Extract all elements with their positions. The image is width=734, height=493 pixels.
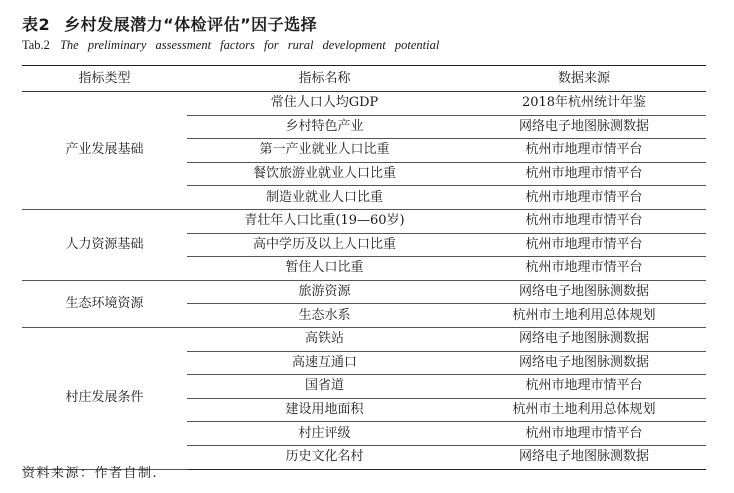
source-cell: 杭州市土地利用总体规划 [462, 304, 706, 328]
table-row [22, 280, 706, 304]
category-cell: 人力资源基础 [22, 209, 187, 280]
table-number: 表2 [22, 15, 51, 34]
table-title-en-text: The preliminary assessment factors for rural development potential [59, 38, 440, 52]
header-indicator: 指标名称 [187, 66, 462, 92]
header-source: 数据来源 [462, 66, 706, 92]
category-cell: 生态环境资源 [22, 280, 187, 327]
table-title-cn [22, 12, 317, 35]
indicator-cell: 国省道 [187, 375, 462, 399]
indicator-cell: 旅游资源 [187, 280, 462, 304]
header-category: 指标类型 [22, 66, 187, 92]
indicator-cell: 制造业就业人口比重 [187, 186, 462, 210]
indicator-cell: 青壮年人口比重(19—60岁) [187, 209, 462, 233]
source-cell: 杭州市土地利用总体规划 [462, 398, 706, 422]
source-cell: 杭州市地理市情平台 [462, 233, 706, 257]
table-row [22, 92, 706, 116]
source-note: 资料来源：作者自制. [22, 466, 159, 481]
indicator-cell: 暂住人口比重 [187, 257, 462, 281]
indicator-cell: 高中学历及以上人口比重 [187, 233, 462, 257]
table-row [22, 327, 706, 351]
factor-table [22, 65, 706, 470]
source-cell: 网络电子地图脉测数据 [462, 445, 706, 469]
source-cell: 杭州市地理市情平台 [462, 257, 706, 281]
table-title-text: 乡村发展潜力“体检评估”因子选择 [64, 15, 318, 34]
indicator-cell: 乡村特色产业 [187, 115, 462, 139]
indicator-cell: 生态水系 [187, 304, 462, 328]
indicator-cell: 建设用地面积 [187, 398, 462, 422]
category-cell: 村庄发展条件 [22, 327, 187, 469]
source-cell: 2018年杭州统计年鉴 [462, 92, 706, 116]
category-cell: 产业发展基础 [22, 92, 187, 210]
indicator-cell: 高速互通口 [187, 351, 462, 375]
indicator-cell: 常住人口人均GDP [187, 92, 462, 116]
source-cell: 杭州市地理市情平台 [462, 139, 706, 163]
indicator-cell: 第一产业就业人口比重 [187, 139, 462, 163]
source-cell: 网络电子地图脉测数据 [462, 115, 706, 139]
indicator-cell: 村庄评级 [187, 422, 462, 446]
source-cell: 网络电子地图脉测数据 [462, 280, 706, 304]
table-header-row [22, 66, 706, 92]
indicator-cell: 餐饮旅游业就业人口比重 [187, 162, 462, 186]
source-cell: 杭州市地理市情平台 [462, 186, 706, 210]
source-cell: 杭州市地理市情平台 [462, 422, 706, 446]
source-cell: 网络电子地图脉测数据 [462, 327, 706, 351]
indicator-cell: 历史文化名村 [187, 445, 462, 469]
table-row [22, 209, 706, 233]
source-cell: 网络电子地图脉测数据 [462, 351, 706, 375]
table-label-en: Tab.2 [22, 38, 50, 52]
source-cell: 杭州市地理市情平台 [462, 209, 706, 233]
source-cell: 杭州市地理市情平台 [462, 375, 706, 399]
table-title-en [22, 38, 439, 53]
indicator-cell: 高铁站 [187, 327, 462, 351]
source-cell: 杭州市地理市情平台 [462, 162, 706, 186]
